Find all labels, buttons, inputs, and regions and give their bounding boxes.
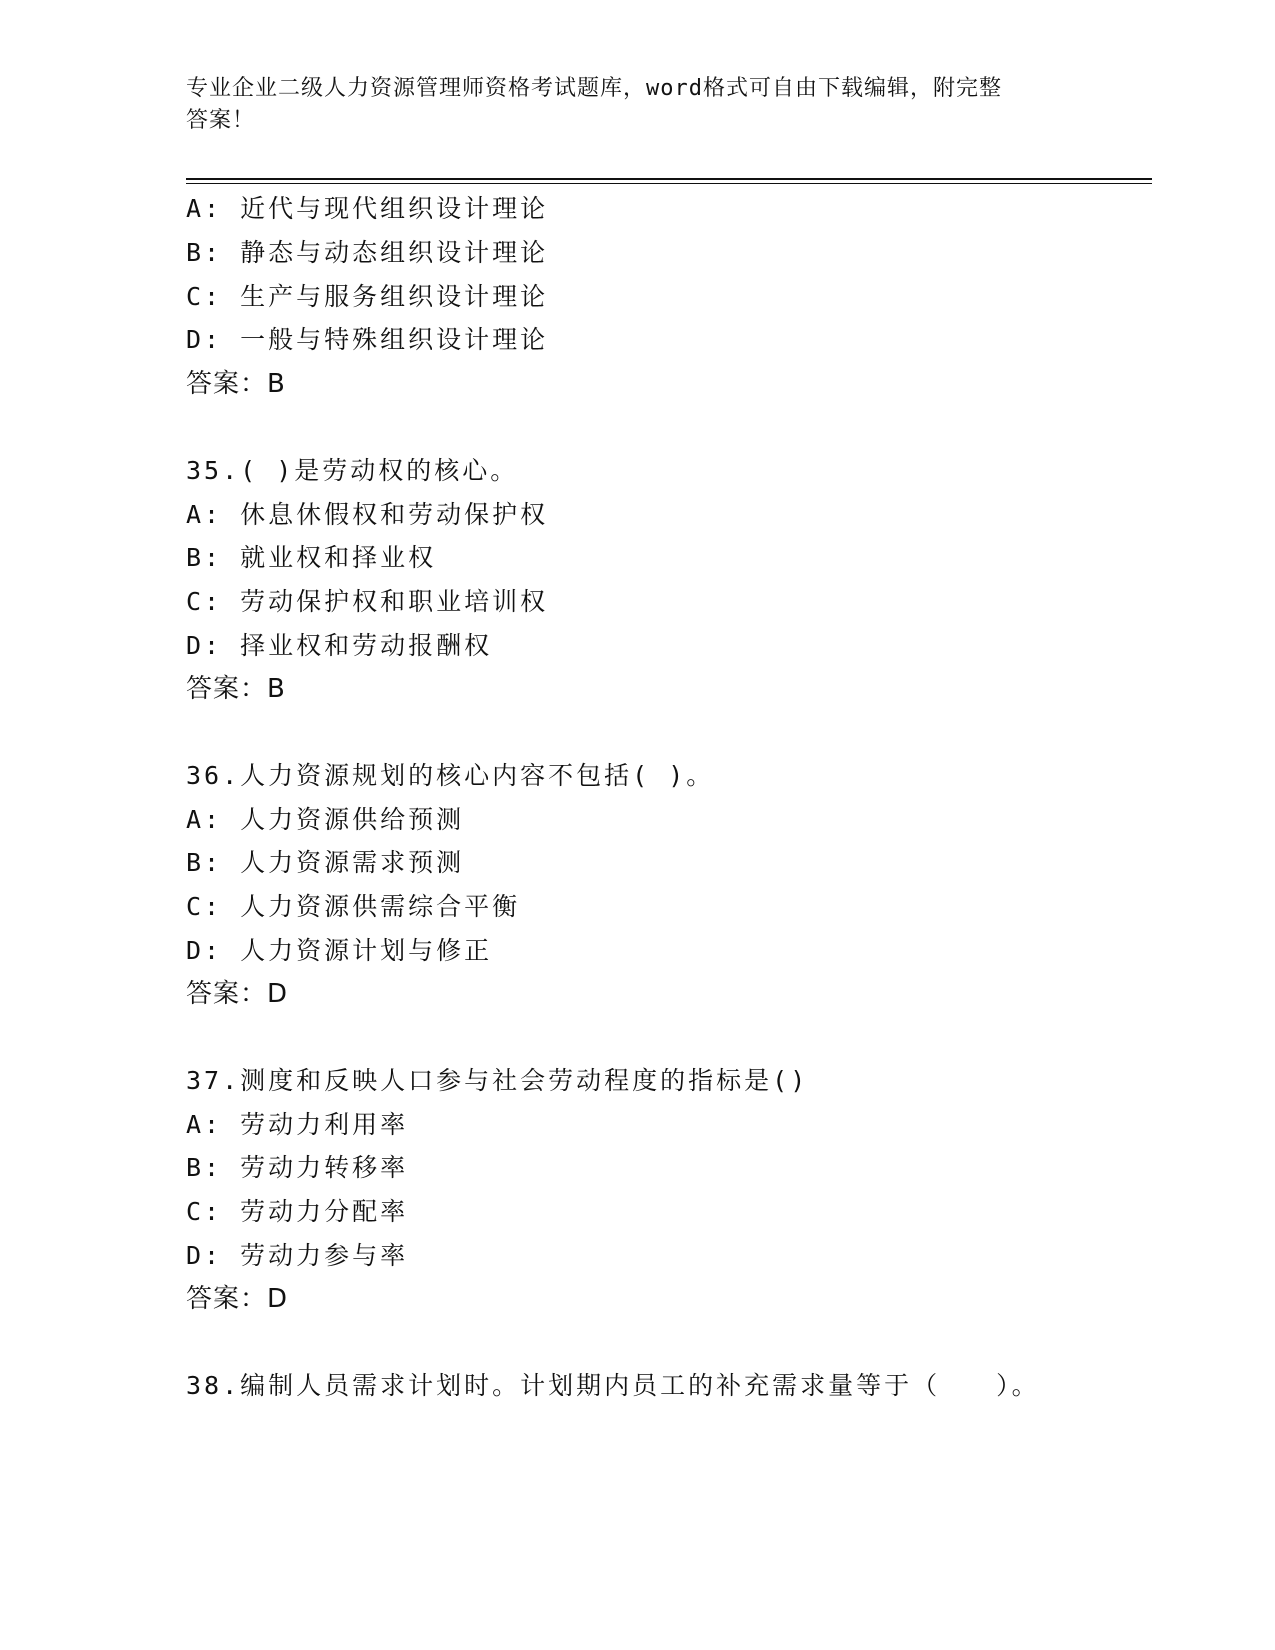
header-divider-thin bbox=[186, 183, 1152, 184]
q37-option-b: B: 劳动力转移率 bbox=[186, 1153, 409, 1182]
q34-option-d: D: 一般与特殊组织设计理论 bbox=[186, 325, 549, 354]
q34-option-a: A: 近代与现代组织设计理论 bbox=[186, 194, 549, 223]
q36-option-c: C: 人力资源供需综合平衡 bbox=[186, 892, 521, 921]
q37-option-d: D: 劳动力参与率 bbox=[186, 1241, 409, 1270]
q37-option-a: A: 劳动力利用率 bbox=[186, 1110, 409, 1139]
q36-option-d: D: 人力资源计划与修正 bbox=[186, 936, 493, 965]
header-line-1: 专业企业二级人力资源管理师资格考试题库，word格式可自由下载编辑，附完整 bbox=[186, 76, 1002, 101]
q35-question: 35.( )是劳动权的核心。 bbox=[186, 456, 519, 485]
q36-option-a: A: 人力资源供给预测 bbox=[186, 805, 465, 834]
header-line-2: 答案！ bbox=[186, 108, 256, 133]
q38-question: 38.编制人员需求计划时。计划期内员工的补充需求量等于（ ）。 bbox=[186, 1371, 1040, 1400]
q35-option-d: D: 择业权和劳动报酬权 bbox=[186, 631, 493, 660]
document-header bbox=[186, 73, 1086, 137]
q35-option-a: A: 休息休假权和劳动保护权 bbox=[186, 500, 549, 529]
q35-option-b: B: 就业权和择业权 bbox=[186, 543, 437, 572]
q34-answer: 答案：B bbox=[186, 369, 286, 399]
q36-question: 36.人力资源规划的核心内容不包括( )。 bbox=[186, 761, 715, 790]
header-divider-thick bbox=[186, 178, 1152, 180]
q37-question: 37.测度和反映人口参与社会劳动程度的指标是() bbox=[186, 1066, 809, 1095]
q37-answer: 答案：D bbox=[186, 1284, 289, 1314]
q36-option-b: B: 人力资源需求预测 bbox=[186, 848, 465, 877]
q35-answer: 答案：B bbox=[186, 674, 286, 704]
q35-option-c: C: 劳动保护权和职业培训权 bbox=[186, 587, 549, 616]
q36-answer: 答案：D bbox=[186, 979, 289, 1009]
q34-option-c: C: 生产与服务组织设计理论 bbox=[186, 282, 549, 311]
q34-option-b: B: 静态与动态组织设计理论 bbox=[186, 238, 549, 267]
q37-option-c: C: 劳动力分配率 bbox=[186, 1197, 409, 1226]
